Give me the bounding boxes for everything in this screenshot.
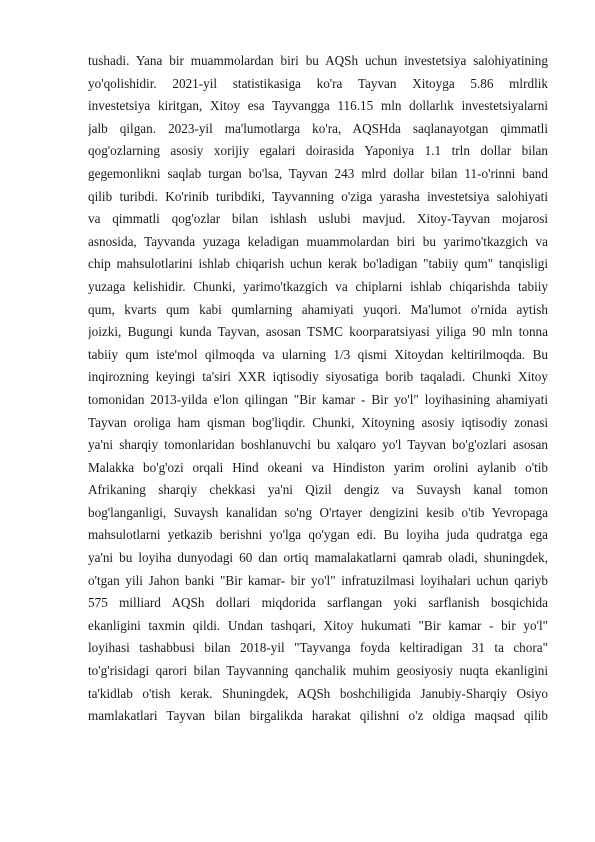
- text-line: chip mahsulotlarini ishlab chiqarish uchun kerak bo'ladigan "tabiiy qum" tanqisligi: [88, 256, 548, 272]
- text-line: yo'qolishidir. 2021-yil statistikasiga ko'ra Tayvan Xitoyga 5.86 mlrdlik: [88, 75, 548, 91]
- text-line: inqirozning keyingi ta'siri XXR iqtisodiy siyosatiga borib taqaladi. Chunki Xitoy: [88, 369, 548, 385]
- text-line: loyihasi tashabbusi bilan 2018-yil "Tayvanga foyda keltiradigan 31 ta chora": [88, 640, 548, 656]
- text-line: bog'langanligi, Suvaysh kanalidan so'ng O'rtayer dengizini kesib o'tib Yevropaga: [88, 504, 548, 520]
- text-line: Malakka bo'g'ozi orqali Hind okeani va Hindiston yarim orolini aylanib o'tib: [88, 459, 548, 475]
- text-line: va qimmatli qog'ozlar bilan ishlash uslubi mavjud. Xitoy-Tayvan mojarosi: [88, 211, 548, 227]
- text-line: qilib turibdi. Ko'rinib turibdiki, Tayvanning o'ziga yarasha investetsiya salohiyati: [88, 188, 548, 204]
- text-line: jalb qilgan. 2023-yil ma'lumotlarga ko'ra, AQSHda saqlanayotgan qimmatli: [88, 120, 548, 136]
- text-line: o'tgan yili Jahon banki "Bir kamar- bir yo'l" infratuzilmasi loyihalari uchun qariyb: [88, 572, 548, 588]
- text-line: Afrikaning sharqiy chekkasi ya'ni Qizil dengiz va Suvaysh kanal tomon: [88, 482, 548, 498]
- text-line: ta'kidlab o'tish kerak. Shuningdek, AQSh boshchiligida Janubiy-Sharqiy Osiyo: [88, 685, 548, 701]
- text-line: joizki, Bugungi kunda Tayvan, asosan TSMC koorparatsiyasi yiliga 90 mln tonna: [88, 324, 548, 340]
- text-line: asnosida, Tayvanda yuzaga keladigan muammolardan biri bu yarimo'tkazgich va: [88, 233, 548, 249]
- text-line: tabiiy qum iste'mol qilmoqda va ularning 1/3 qismi Xitoydan keltirilmoqda. Bu: [88, 346, 548, 362]
- text-line: 575 milliard AQSh dollari miqdorida sarflangan yoki sarflanish bosqichida: [88, 595, 548, 611]
- body-text: [88, 50, 548, 728]
- text-line: ya'ni sharqiy tomonlaridan boshlanuvchi bu xalqaro yo'l Tayvan bo'g'ozlari asosan: [88, 437, 548, 453]
- text-line: yuzaga kelishidir. Chunki, yarimo'tkazgich va chiplarni ishlab chiqarishda tabiiy: [88, 278, 548, 294]
- text-line: investetsiya kiritgan, Xitoy esa Tayvangga 116.15 mln dollarlık investetsiyalarni: [88, 98, 548, 114]
- text-line: tushadi. Yana bir muammolardan biri bu AQSh uchun investetsiya salohiyatining: [88, 53, 548, 68]
- text-line: mamlakatlari Tayvan bilan birgalikda harakat qilishni o'z oldiga maqsad qilib: [88, 708, 548, 724]
- text-line: ekanligini taxmin qildi. Undan tashqari, Xitoy hukumati "Bir kamar - bir yo'l": [88, 617, 548, 633]
- text-line: tomonidan 2013-yilda e'lon qilingan "Bir kamar - Bir yo'l" loyihasining ahamiyati: [88, 391, 548, 407]
- text-line: to'g'risidagi qarori bilan Tayvanning qanchalik muhim geosiyosiy nuqta ekanligini: [88, 663, 548, 679]
- text-line: mahsulotlarni yetkazib berishni yo'lga qo'ygan edi. Bu loyiha juda qudratga ega: [88, 527, 548, 543]
- text-line: ya'ni bu loyiha dunyodagi 60 dan ortiq mamalakatlarni qamrab oladi, shuningdek,: [88, 550, 548, 566]
- text-line: Tayvan oroliga ham qisman bog'liqdir. Chunki, Xitoyning asosiy iqtisodiy zonasi: [88, 414, 548, 430]
- text-line: qog'ozlarning asosiy xorijiy egalari doirasida Yaponiya 1.1 trln dollar bilan: [88, 143, 548, 159]
- text-line: qum, kvarts qum kabi qumlarning ahamiyati yuqori. Ma'lumot o'rnida aytish: [88, 301, 548, 317]
- text-line: gegemonlikni saqlab turgan bo'lsa, Tayvan 243 mlrd dollar bilan 11-o'rinni band: [88, 165, 548, 181]
